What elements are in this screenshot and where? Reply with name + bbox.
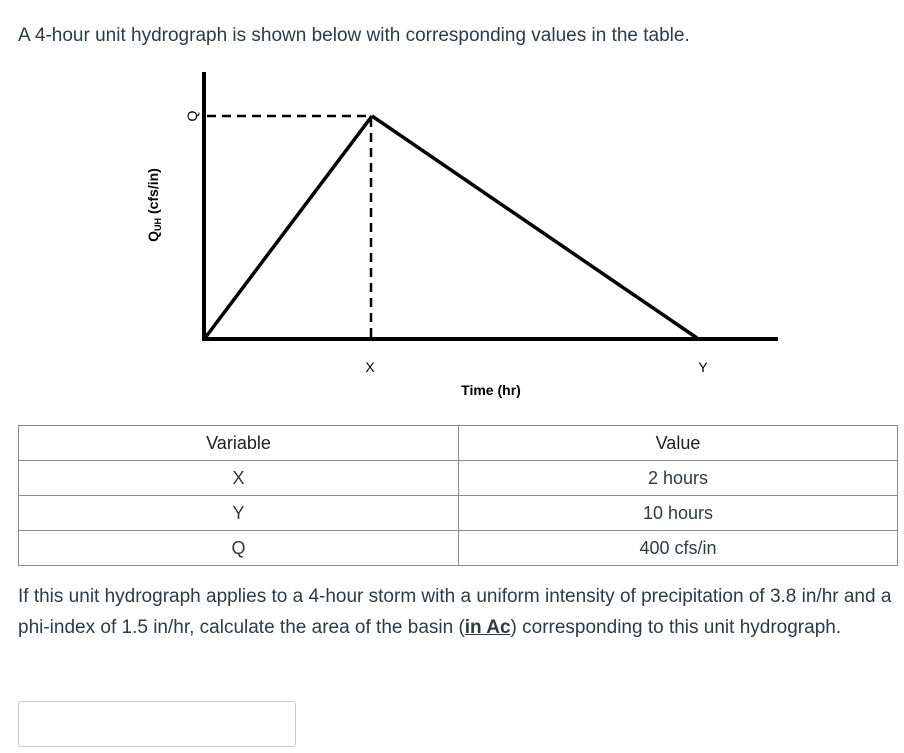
question-text-before: If this unit hydrograph applies to a 4-hour storm with a uniform intensity of precipitation of 3.8 in/hr and a phi-index of 1.5 in/hr, calculate the area of the basin ( <box>18 586 892 638</box>
question-intro: A 4-hour unit hydrograph is shown below with corresponding values in the table. <box>18 25 690 46</box>
table-cell-value: 10 hours <box>459 496 898 531</box>
table-header-variable: Variable <box>19 426 459 461</box>
table-row <box>19 461 898 496</box>
table-cell-value: 2 hours <box>459 461 898 496</box>
x-axis-label: Time (hr) <box>461 382 521 398</box>
table-header-row <box>19 426 898 461</box>
table-cell-variable: Q <box>19 531 459 566</box>
y-axis-subscript: UH <box>153 217 163 231</box>
table-cell-value: 400 cfs/in <box>459 531 898 566</box>
answer-input[interactable] <box>18 701 296 747</box>
values-table <box>18 425 898 566</box>
question-text <box>18 581 898 643</box>
table-cell-variable: Y <box>19 496 459 531</box>
falling-limb-line <box>372 116 697 338</box>
y-axis-label: $Q_{UH}$ (cfs/in) <box>145 168 163 242</box>
rising-limb-line <box>205 116 372 338</box>
table-header-value: Value <box>459 426 898 461</box>
question-text-after: ) corresponding to this unit hydrograph. <box>510 617 842 638</box>
x-peak-label: X <box>365 359 375 375</box>
y-axis-unit: (cfs/in) <box>145 168 161 218</box>
table-row <box>19 531 898 566</box>
peak-q-label: Q <box>184 110 200 122</box>
unit-link[interactable]: in Ac <box>464 617 511 638</box>
table-row <box>19 496 898 531</box>
x-end-label: Y <box>698 359 708 375</box>
table-cell-variable: X <box>19 461 459 496</box>
